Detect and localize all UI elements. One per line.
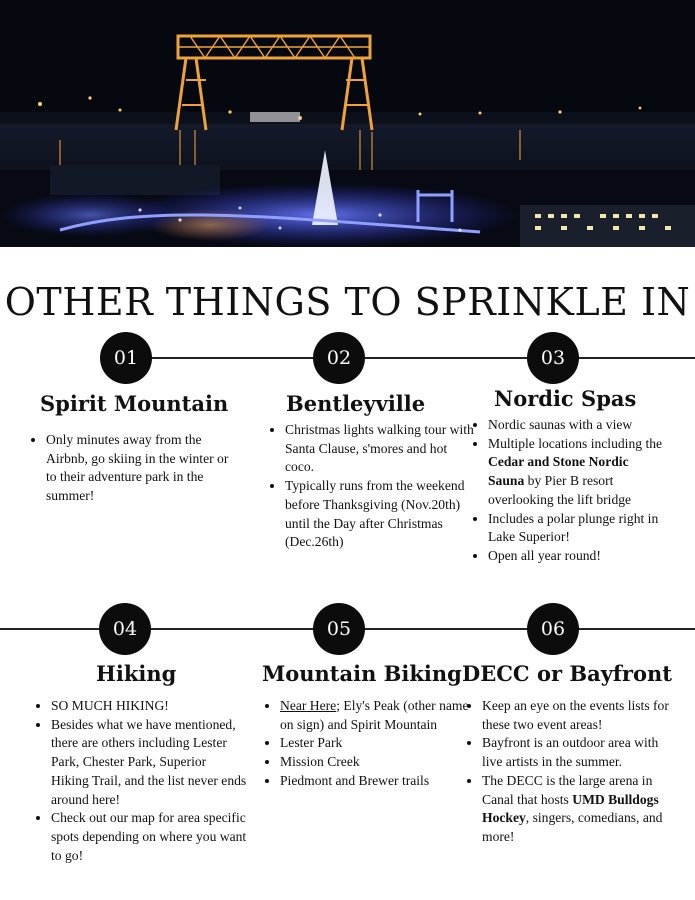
list-item: • Check out our map for area specific spots depending on where you want to go!: [51, 809, 247, 865]
list-item: • Only minutes away from the Airbnb, go skiing in the winter or to their adventure park in the summer!: [46, 431, 242, 506]
list-item: • Bayfront is an outdoor area with live artists in the summer.: [482, 734, 678, 771]
section-list: [33, 697, 247, 865]
list-item: • Nordic saunas with a view: [488, 416, 668, 435]
list-item: • Christmas lights walking tour with Santa Clause, s'mores and hot coco.: [285, 421, 475, 477]
list-item: • SO MUCH HIKING!: [51, 697, 247, 716]
section-heading: Mountain Biking: [262, 661, 462, 686]
number-badge: 04: [99, 603, 151, 655]
section-heading: DECC or Bayfront: [462, 661, 672, 686]
section-heading: Bentleyville: [286, 391, 426, 416]
list-item: • Mission Creek: [280, 753, 470, 772]
number-badge: 02: [313, 332, 365, 384]
section-list: [464, 697, 678, 847]
list-item: • Multiple locations including the Cedar and Stone Nordic Sauna by Pier B resort overlooking the lift bridge: [488, 435, 668, 510]
harbor-night-illustration: [0, 0, 695, 247]
number-badge: 01: [100, 332, 152, 384]
list-item: • Besides what we have mentioned, there are others including Lester Park, Chester Park, Superior Hiking Trail, and the list never ends around here!: [51, 716, 247, 810]
list-item: • Piedmont and Brewer trails: [280, 772, 470, 791]
number-badge: 06: [527, 603, 579, 655]
number-badge: 03: [527, 332, 579, 384]
section-list: [267, 421, 475, 552]
list-item: • The DECC is the large arena in Canal that hosts UMD Bulldogs Hockey, singers, comedians, and more!: [482, 772, 678, 847]
number-badge: 05: [313, 603, 365, 655]
list-item: • Open all year round!: [488, 547, 668, 566]
section-heading: Spirit Mountain: [40, 391, 229, 416]
section-list: [28, 431, 242, 506]
section-heading: Nordic Spas: [494, 386, 637, 411]
section-list: [470, 416, 668, 566]
section-heading: Hiking: [96, 661, 177, 686]
section-list: [262, 697, 470, 791]
page-title: OTHER THINGS TO SPRINKLE IN: [4, 280, 691, 325]
list-item: • Includes a polar plunge right in Lake Superior!: [488, 510, 668, 547]
list-item: • Typically runs from the weekend before Thanksgiving (Nov.20th) until the Day after Christmas (Dec.26th): [285, 477, 475, 552]
list-item: • Near Here; Ely's Peak (other name on sign) and Spirit Mountain: [280, 697, 470, 734]
list-item: • Lester Park: [280, 734, 470, 753]
list-item: • Keep an eye on the events lists for these two event areas!: [482, 697, 678, 734]
hero-photo: [0, 0, 695, 247]
timeline-line-top: [148, 357, 695, 359]
